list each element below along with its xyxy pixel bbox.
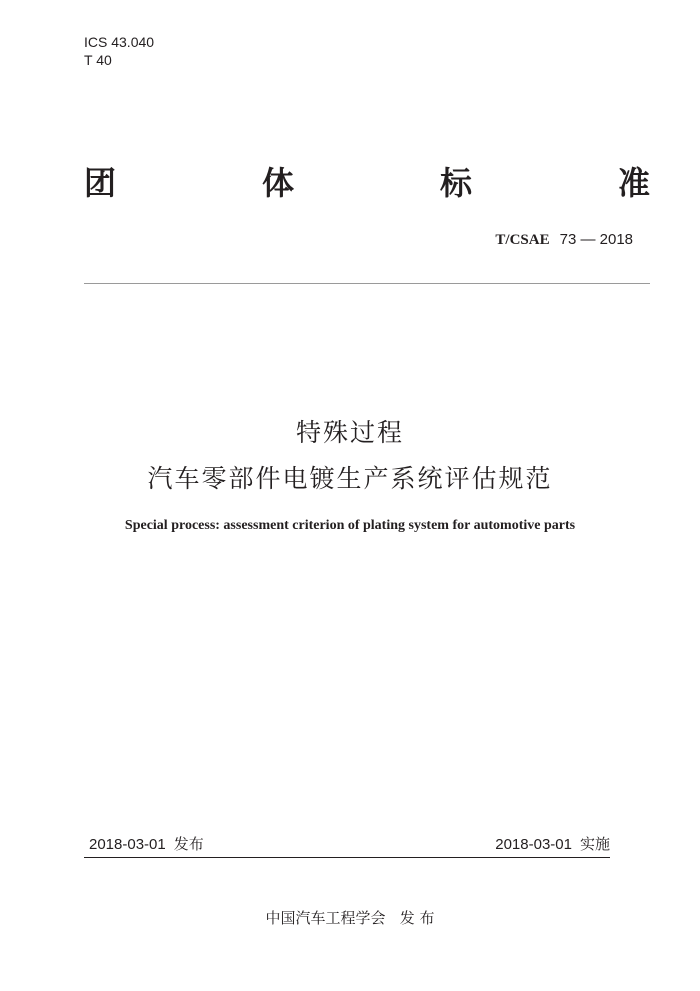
ccs-code: T 40	[84, 52, 112, 68]
ics-code: ICS 43.040	[84, 34, 155, 50]
title-line-2: 汽车零部件电镀生产系统评估规范	[147, 464, 553, 493]
footer-divider	[84, 857, 610, 858]
issue-date-block	[89, 834, 204, 855]
implement-label: 实施	[579, 835, 610, 853]
standard-type-char: 准	[617, 164, 650, 202]
issue-label: 发布	[173, 835, 204, 853]
issue-date: 2018-03-01	[89, 836, 166, 853]
title-line-1: 特殊过程	[295, 418, 404, 447]
standard-code: T/CSAE	[495, 232, 550, 248]
implement-date: 2018-03-01	[495, 836, 572, 853]
standard-type-char: 体	[261, 164, 294, 202]
implement-date-block	[495, 834, 610, 855]
standard-number-year: 73 — 2018	[559, 231, 633, 248]
classification-block	[84, 33, 154, 69]
header-divider	[84, 283, 650, 284]
standard-type-char: 团	[84, 164, 117, 202]
publisher-name: 中国汽车工程学会	[265, 909, 386, 927]
publisher-label: 发 布	[399, 909, 435, 927]
standard-type-char: 标	[439, 164, 472, 202]
title-english: Special process: assessment criterion of plating system for automotive parts	[124, 518, 576, 533]
standard-type-heading	[84, 163, 650, 203]
publisher-line	[0, 908, 700, 928]
standard-number	[495, 229, 633, 250]
